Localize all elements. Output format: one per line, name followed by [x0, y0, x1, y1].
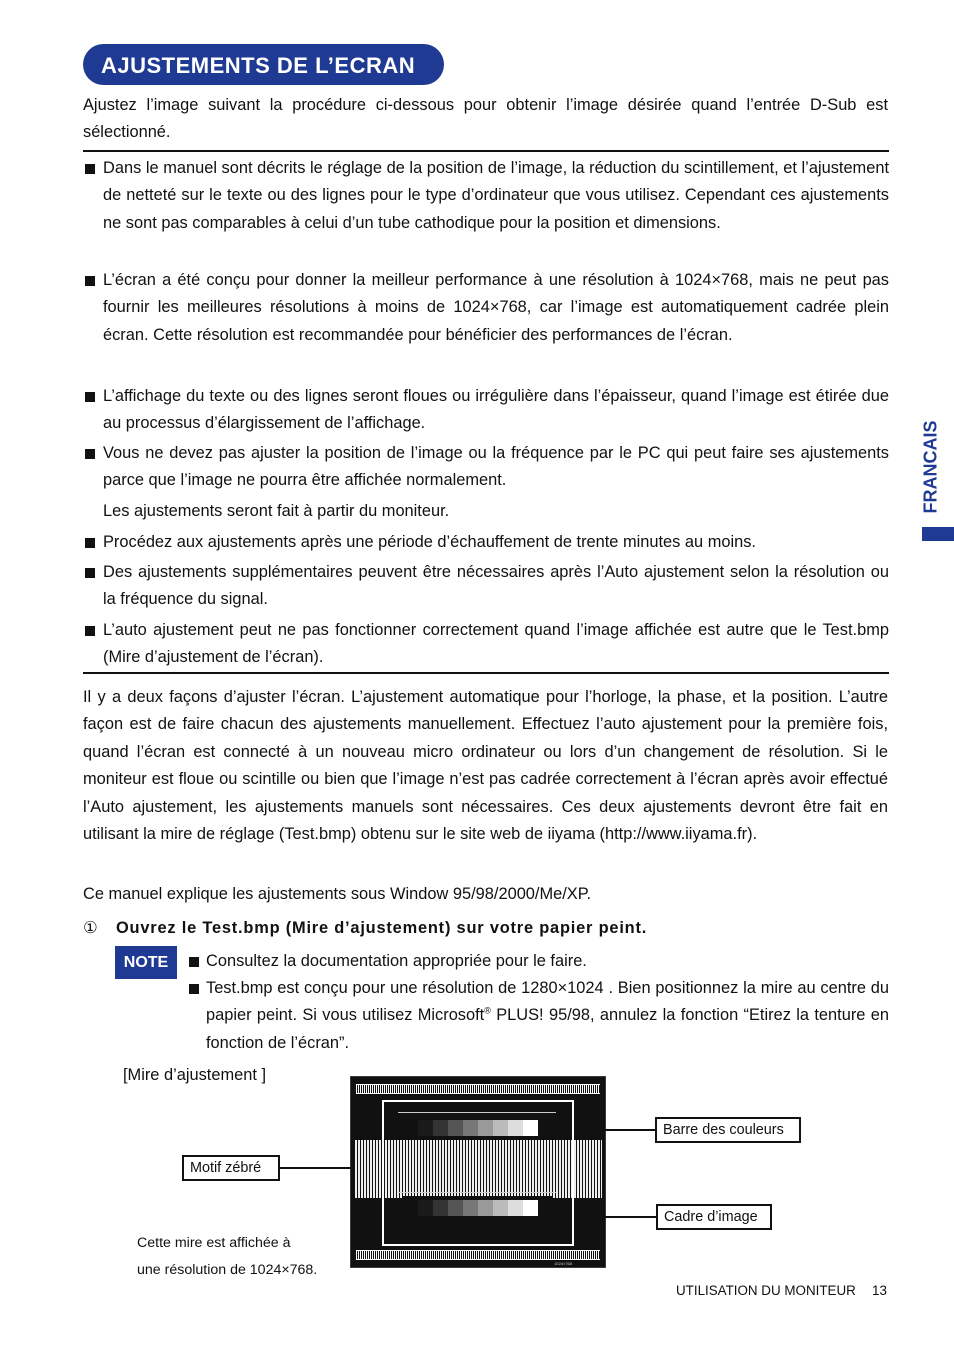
bullet-square-icon	[85, 538, 95, 548]
bullet-square-icon	[189, 957, 199, 967]
bullet-square-icon	[85, 164, 95, 174]
bullet-item: Dans le manuel sont décrits le réglage de la position de l’image, la réduction du scintillement, et l’ajustement de netteté sur le texte ou des lignes pour le type d’ordinateur que vous utilisez. Cependant ces ajustements ne sont pas comparables à celui d’un tube cathodique pour la position et dimensions.	[83, 155, 889, 237]
gray-step-swatch	[508, 1120, 523, 1136]
gray-step-swatch	[478, 1200, 493, 1216]
bullet-item: L’écran a été conçu pour donner la meilleur performance à une résolution à 1024×768, mais ne peut pas fournir les meilleures résolutions à moins de 1024×768, car l’image est automatiquement cadrée plein écran. Cette résolution est recommandée pour bénéficier des performances de l’écran.	[83, 267, 889, 349]
label-color-bar: Barre des couleurs	[655, 1117, 801, 1143]
bullet-item: L’affichage du texte ou des lignes seront floues ou irrégulière dans l’épaisseur, quand l’image est étirée due au processus d’élargissement de l’affichage.	[83, 383, 889, 438]
language-tab-label: FRANCAIS	[920, 420, 941, 514]
label-image-frame: Cadre d’image	[656, 1204, 772, 1230]
bottom-rule	[83, 672, 889, 674]
bullet-square-icon	[85, 449, 95, 459]
step-number: ①	[83, 919, 98, 937]
body-paragraph-os: Ce manuel explique les ajustements sous Window 95/98/2000/Me/XP.	[83, 885, 592, 903]
label-zebra-pattern: Motif zébré	[182, 1155, 280, 1181]
bullet-item: L’auto ajustement peut ne pas fonctionner correctement quand l’image affichée est autre que le Test.bmp (Mire d’ajustement de l’écran).	[83, 617, 889, 672]
section-title: AJUSTEMENTS DE L’ECRAN	[83, 44, 444, 85]
bullet-square-icon	[85, 392, 95, 402]
note-item: Test.bmp est conçu pour une résolution de 1280×1024 . Bien positionnez la mire au centre du papier peint. Si vous utilisez Microsoft® PLUS! 95/98, annulez la fonction “Etirez la tenture en fonction de l’écran”.	[187, 975, 889, 1057]
gray-step-swatch	[478, 1120, 493, 1136]
bullet-item: Procédez aux ajustements après une période d’échauffement de trente minutes au moins.	[83, 529, 889, 556]
figure-note-line2: une résolution de 1024×768.	[137, 1262, 318, 1278]
gray-step-swatch	[463, 1120, 478, 1136]
leader-line-zebra	[280, 1167, 352, 1169]
gray-step-swatch	[448, 1200, 463, 1216]
language-tab-marker	[922, 527, 954, 541]
bullet-square-icon	[85, 276, 95, 286]
bullet-square-icon	[189, 984, 199, 994]
gray-step-swatch	[493, 1200, 508, 1216]
gray-step-swatch	[418, 1200, 433, 1216]
test-pattern-image	[350, 1076, 606, 1268]
bullet-item: Des ajustements supplémentaires peuvent être nécessaires après l’Auto ajustement selon la résolution ou la fréquence du signal.	[83, 559, 889, 614]
footer-title: UTILISATION DU MONITEUR	[676, 1283, 856, 1298]
page-number: 13	[872, 1283, 887, 1298]
gray-step-swatch	[493, 1120, 508, 1136]
note-item: Consultez la documentation appropriée pour le faire.	[187, 948, 889, 975]
leader-line-frame	[605, 1216, 656, 1218]
bullet-continuation: Les ajustements seront fait à partir du moniteur.	[103, 502, 450, 520]
gray-step-swatch	[523, 1120, 538, 1136]
figure-caption: [Mire d’ajustement ]	[123, 1066, 267, 1084]
gray-step-swatch	[433, 1200, 448, 1216]
leader-line-colorbar	[605, 1129, 655, 1131]
gray-step-swatch	[508, 1200, 523, 1216]
bullet-square-icon	[85, 568, 95, 578]
bullet-square-icon	[85, 626, 95, 636]
gray-step-swatch	[418, 1120, 433, 1136]
note-badge: NOTE	[115, 946, 177, 979]
top-rule	[83, 150, 889, 152]
gray-step-swatch	[433, 1120, 448, 1136]
gray-step-swatch	[523, 1200, 538, 1216]
svg-text:1024×768: 1024×768	[554, 1261, 572, 1266]
figure-note-line1: Cette mire est affichée à	[137, 1235, 291, 1251]
gray-step-swatch	[463, 1200, 478, 1216]
gray-step-swatch	[448, 1120, 463, 1136]
body-paragraph: Il y a deux façons d’ajuster l’écran. L’ajustement automatique pour l’horloge, la phase, et la position. L’autre façon est de faire chacun des ajustements manuellement. Effectuez l’auto ajustement pour la première fois, quand l’écran est connecté à un nouveau micro ordinateur ou lors d’un changement de résolution. Si le moniteur est floue ou scintille ou bien que l’image n’est pas cadrée correctement à l’écran après avoir effectué l’Auto ajustement, les ajustements manuels sont nécessaires. Ces deux ajustements devront être fait en utilisant la mire de réglage (Test.bmp) obtenu sur le site web de iiyama (http://www.iiyama.fr).	[83, 688, 888, 844]
step-text: Ouvrez le Test.bmp (Mire d’ajustement) sur votre papier peint.	[116, 919, 648, 937]
intro-paragraph: Ajustez l’image suivant la procédure ci-dessous pour obtenir l’image désirée quand l’entrée D-Sub est sélectionné.	[83, 96, 888, 142]
bullet-item: Vous ne devez pas ajuster la position de l’image ou la fréquence par le PC qui peut faire ses ajustements parce que l’image ne pourra être affichée normalement.	[83, 440, 889, 495]
